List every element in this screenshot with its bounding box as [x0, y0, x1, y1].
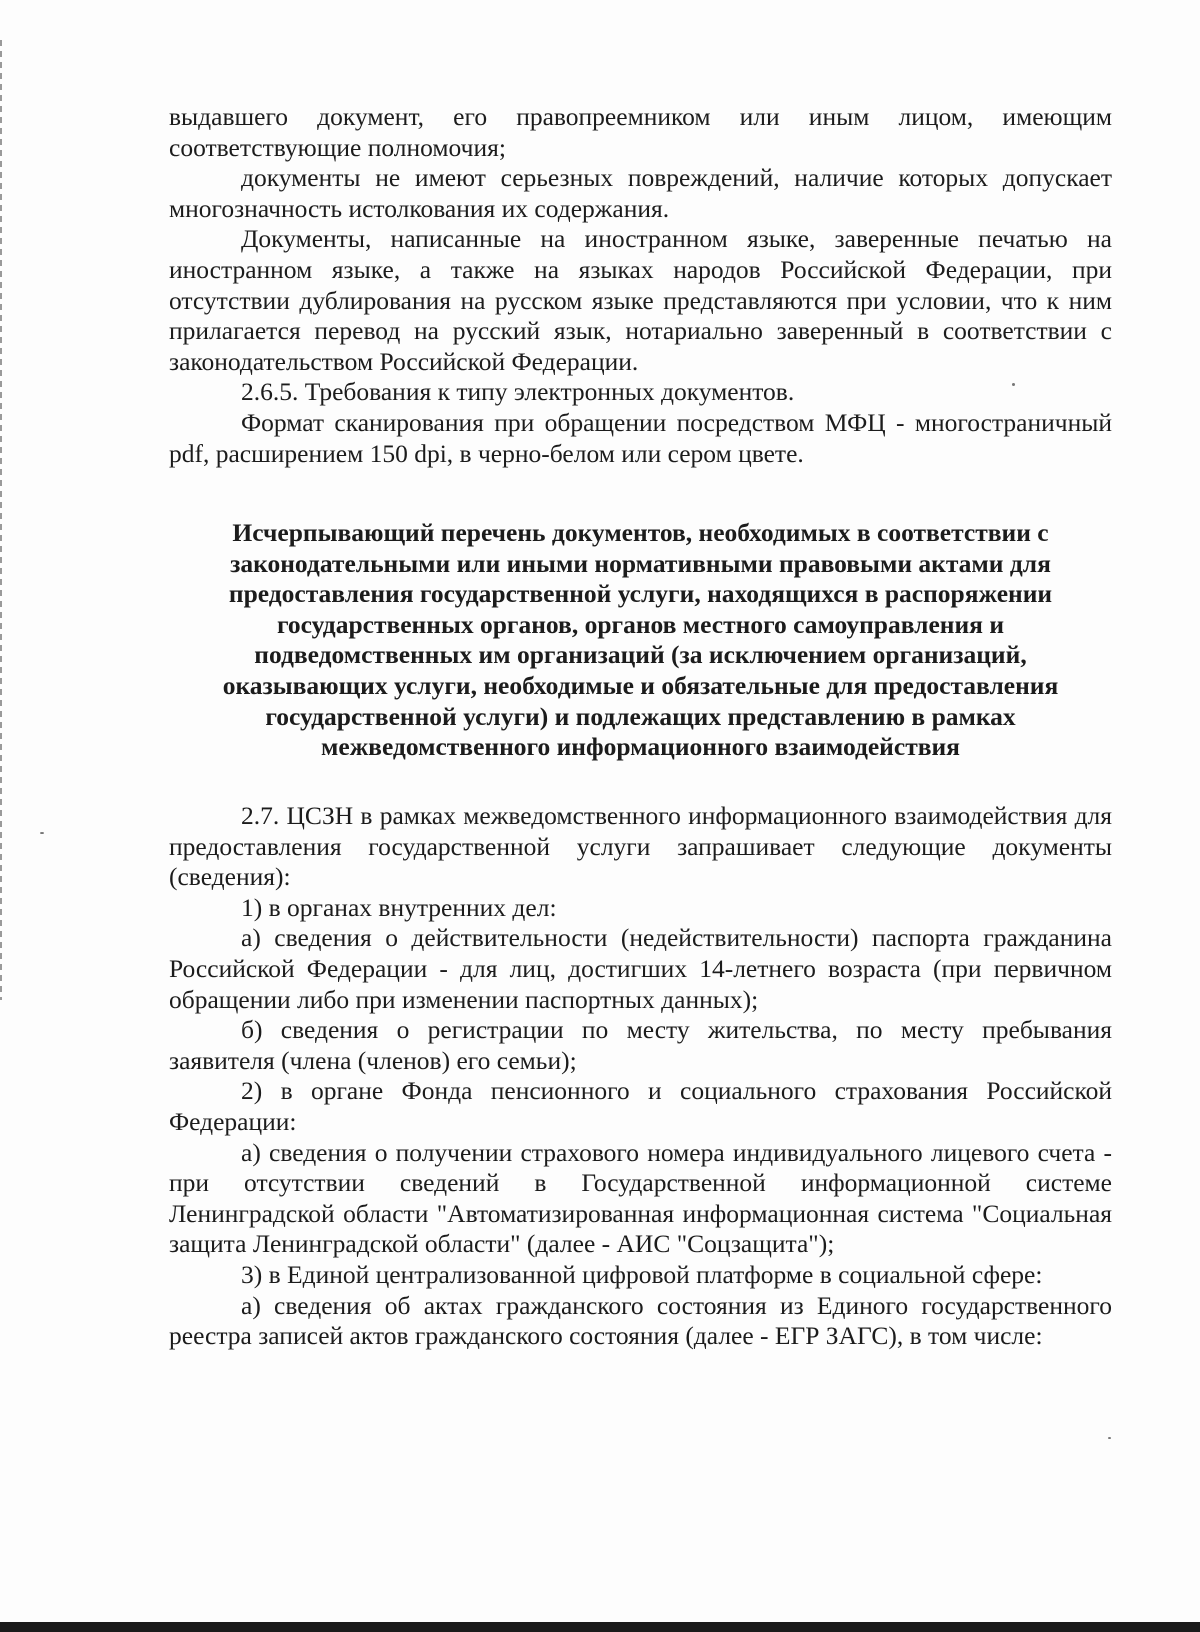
body-text-bottom: [169, 801, 1112, 1352]
paragraph-2-6-5: 2.6.5. Требования к типу электронных документов.: [241, 377, 795, 407]
list-item-pension-fund: 2) в органе Фонда пенсионного и социального страхования Российской Федерации:: [169, 1076, 1112, 1136]
list-item-civil-records: а) сведения об актах гражданского состояния из Единого государственного реестра записей актов гражданского состояния (далее - ЕГР ЗАГС), в том числе:: [169, 1290, 1112, 1351]
paragraph-scan-format: Формат сканирования при обращении посредством МФЦ - многостраничный pdf, расширением 150 dpi, в черно-белом или сером цвете.: [169, 407, 1112, 468]
scan-bottom-border: [0, 1622, 1200, 1632]
scan-speck: [40, 832, 44, 834]
scan-speck: [1012, 383, 1015, 386]
list-item-passport-validity: а) сведения о действительности (недействительности) паспорта гражданина Российской Федерации - для лиц, достигших 14-летнего возраста (при первичном обращении либо при изменении паспортных данных);: [169, 923, 1112, 1014]
paragraph-documents-damage: документы не имеют серьезных повреждений, наличие которых допускает многозначность истолкования их содержания.: [169, 163, 1112, 223]
paragraph-continuation: выдавшего документ, его правопреемником или иным лицом, имеющим соответствующие полномочия;: [169, 102, 1112, 162]
list-item-internal-affairs: 1) в органах внутренних дел:: [241, 892, 557, 922]
scan-speck: [1108, 1437, 1111, 1439]
section-heading: Исчерпывающий перечень документов, необходимых в соответствии с законодательными или иными нормативными правовыми актами для предоставления государственной услуги, находящихся в распоряжении государственных органов, органов местного самоуправления и подведомственных им организаций (за исключением организаций, оказывающих услуги, необходимые и обязательные для предоставления государственной услуги) и подлежащих представлению в рамках межведомственного информационного взаимодействия: [222, 518, 1059, 762]
list-item-registration: б) сведения о регистрации по месту жительства, по месту пребывания заявителя (члена (членов) его семьи);: [169, 1015, 1112, 1075]
scan-edge-marks: [0, 40, 2, 1000]
paragraph-foreign-language: Документы, написанные на иностранном языке, заверенные печатью на иностранном языке, а также на языках народов Российской Федерации, при отсутствии дублирования на русском языке представляются при условии, что к ним прилагается перевод на русский язык, нотариально заверенный в соответствии с законодательством Российской Федерации.: [169, 224, 1112, 376]
list-item-snils: а) сведения о получении страхового номера индивидуального лицевого счета - при отсутствии сведений в Государственной информационной системе Ленинградской области "Автоматизированная информационная система "Социальная защита Ленинградской области" (далее - АИС "Соцзащита");: [169, 1137, 1112, 1259]
list-item-digital-platform: 3) в Единой централизованной цифровой платформе в социальной сфере:: [241, 1259, 1043, 1289]
body-text-top: [169, 102, 1112, 469]
paragraph-2-7: 2.7. ЦСЗН в рамках межведомственного информационного взаимодействия для предоставления государственной услуги запрашивает следующие документы (сведения):: [169, 801, 1112, 892]
